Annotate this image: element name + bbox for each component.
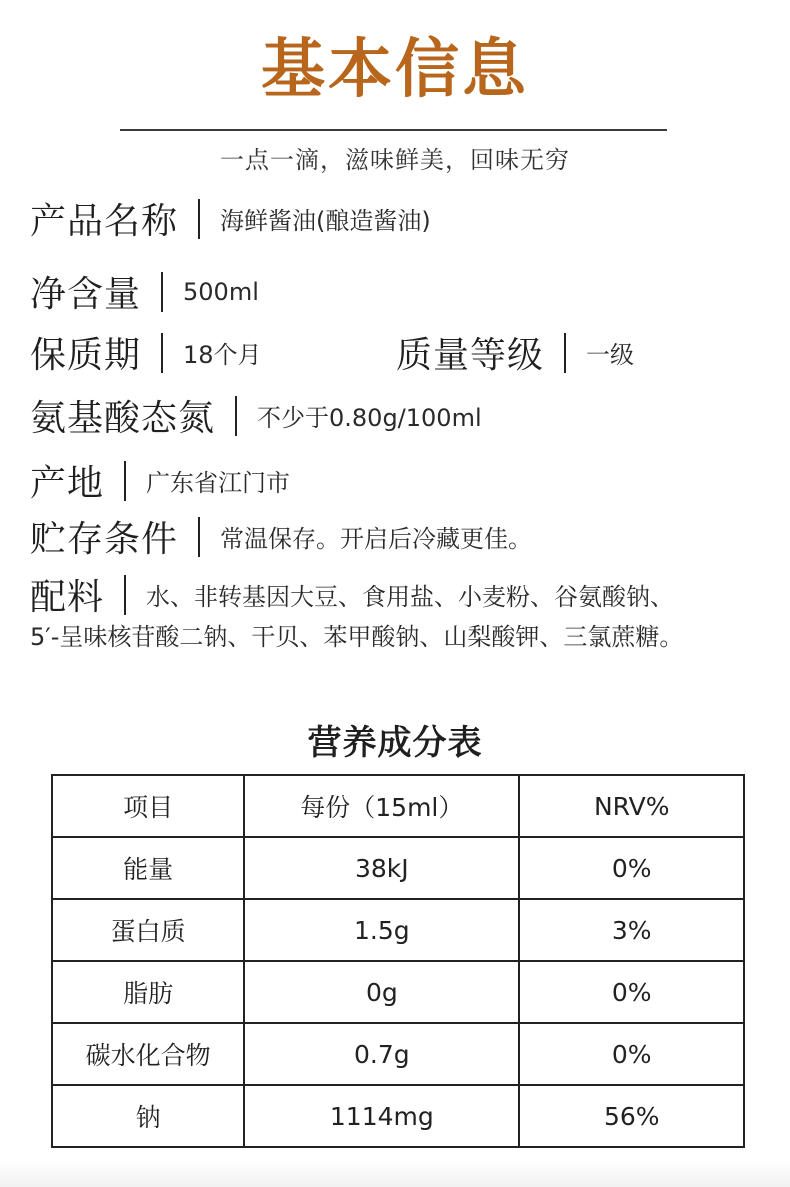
row-item: 碳水化合物 — [52, 1023, 244, 1085]
separator — [235, 396, 237, 436]
ingredients-label: 配料 — [30, 577, 105, 618]
nutrition-table — [51, 774, 745, 1148]
table-row — [52, 837, 744, 899]
table-row — [52, 961, 744, 1023]
table-row — [52, 1023, 744, 1085]
info-row-storage — [30, 511, 532, 562]
row-amount: 1.5g — [244, 899, 519, 961]
info-row-net-content — [30, 266, 259, 317]
table-row — [52, 1085, 744, 1147]
info-row-origin — [30, 455, 290, 506]
table-row — [52, 899, 744, 961]
row-amount: 38kJ — [244, 837, 519, 899]
origin-value: 广东省江门市 — [146, 469, 291, 497]
row-nrv: 0% — [519, 961, 744, 1023]
page-subtitle: 一点一滴，滋味鲜美，回味无穷 — [220, 146, 570, 174]
row-item: 蛋白质 — [52, 899, 244, 961]
row-nrv: 0% — [519, 1023, 744, 1085]
info-row-grade — [396, 327, 634, 378]
amino-nitrogen-label: 氨基酸态氮 — [30, 398, 216, 439]
net-content-value: 500ml — [183, 277, 259, 306]
header-nrv: NRV% — [519, 775, 744, 837]
separator — [161, 272, 163, 312]
separator — [124, 575, 126, 615]
page-title: 基本信息 — [261, 33, 529, 107]
info-row-shelf-life — [30, 327, 262, 378]
ingredients-value-line2: 5′-呈味核苷酸二钠、干贝、苯甲酸钠、山梨酸钾、三氯蔗糖。 — [30, 623, 684, 651]
header-item: 项目 — [52, 775, 244, 837]
info-row-amino-nitrogen — [30, 390, 482, 441]
row-nrv: 0% — [519, 837, 744, 899]
row-amount: 1114mg — [244, 1085, 519, 1147]
table-header-row — [52, 775, 744, 837]
product-name-value: 海鲜酱油(酿造酱油) — [220, 207, 431, 235]
row-item: 脂肪 — [52, 961, 244, 1023]
separator — [564, 333, 566, 373]
row-amount: 0g — [244, 961, 519, 1023]
shelf-life-value: 18个月 — [183, 341, 262, 369]
shelf-life-label: 保质期 — [30, 335, 142, 376]
amino-nitrogen-value: 不少于0.80g/100ml — [257, 404, 482, 432]
storage-value: 常温保存。开启后冷藏更佳。 — [220, 525, 533, 553]
row-amount: 0.7g — [244, 1023, 519, 1085]
grade-value: 一级 — [586, 341, 635, 369]
row-item: 能量 — [52, 837, 244, 899]
separator — [124, 461, 126, 501]
origin-label: 产地 — [30, 463, 105, 504]
info-row-ingredients — [30, 569, 674, 620]
bottom-fade — [0, 1160, 790, 1187]
info-row-product-name — [30, 193, 431, 244]
product-name-label: 产品名称 — [30, 201, 179, 242]
ingredients-value-line1: 水、非转基因大豆、食用盐、小麦粉、谷氨酸钠、 — [146, 583, 675, 611]
row-nrv: 56% — [519, 1085, 744, 1147]
nutrition-table-title: 营养成分表 — [307, 723, 483, 763]
title-divider — [120, 129, 667, 131]
row-item: 钠 — [52, 1085, 244, 1147]
storage-label: 贮存条件 — [30, 519, 179, 560]
separator — [198, 199, 200, 239]
grade-label: 质量等级 — [396, 335, 545, 376]
header-per-serving: 每份（15ml） — [244, 775, 519, 837]
row-nrv: 3% — [519, 899, 744, 961]
net-content-label: 净含量 — [30, 274, 142, 315]
separator — [198, 517, 200, 557]
separator — [161, 333, 163, 373]
